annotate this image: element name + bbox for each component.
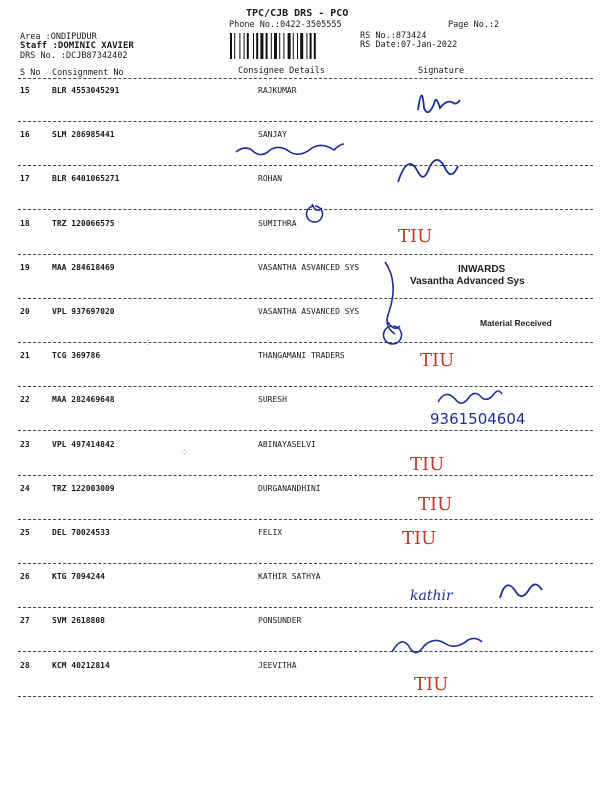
row-sno: 16	[20, 130, 30, 140]
column-sno: S No	[20, 68, 41, 78]
column-consignee: Consignee Details	[238, 66, 325, 76]
row-consignee: FELIX	[258, 528, 283, 537]
tlu-note-21: TIU	[420, 350, 455, 371]
tlu-note-18: TIU	[398, 226, 433, 247]
row-consignee: KATHIR SATHYA	[258, 572, 321, 582]
area-label: Area :ONDIPUDUR	[20, 32, 97, 42]
row-sno: 18	[20, 218, 30, 228]
row-consignee: RAJKUMAR	[258, 86, 297, 95]
row-consignee: SUMITHRA	[258, 218, 297, 228]
row-sno: 24	[20, 483, 30, 493]
row-consignee: THANGAMANI TRADERS	[258, 351, 345, 361]
row-consignment: KCM 40212814	[52, 660, 110, 670]
row-consignee: VASANTHA ASVANCED SYS	[258, 307, 360, 316]
row-sno: 28	[20, 660, 30, 670]
row-consignee: ABINAYASELVI	[258, 439, 316, 449]
handwritten-phone: 9361504604	[430, 410, 526, 428]
row-consignment: TRZ 120066575	[52, 218, 115, 228]
row-sno: 20	[20, 307, 30, 316]
company-stamp: Vasantha Advanced Sys	[410, 276, 525, 287]
rs-number: RS No.:873424	[360, 31, 427, 41]
row-consignment: SVM 2618808	[52, 616, 105, 626]
rs-date: RS Date:07-Jan-2022	[360, 40, 458, 50]
row-sno: 22	[20, 395, 30, 405]
row-consignee: VASANTHA ASVANCED SYS	[258, 262, 360, 272]
row-consignee: SURESH	[258, 395, 287, 405]
row-consignment: VPL 937697020	[52, 307, 115, 316]
bracket-row-19-20	[385, 262, 395, 334]
row-sno: 23	[20, 439, 30, 449]
row-consignment: BLR 6401065271	[52, 174, 120, 184]
row-sno: 25	[20, 528, 30, 537]
signature-row-26	[500, 584, 542, 598]
tlu-note-28: TIU	[414, 674, 449, 695]
row-sno: 21	[20, 351, 30, 361]
row-consignment: TRZ 122003009	[52, 483, 115, 493]
column-signature: Signature	[418, 66, 465, 76]
row-consignment: DEL 70024533	[52, 528, 110, 537]
signature-row-22	[438, 391, 502, 403]
phone-number: Phone No.:0422-3505555	[229, 20, 342, 30]
row-consignee: DURGANANDHINI	[258, 483, 321, 493]
tlu-note-24: TIU	[418, 494, 453, 515]
row-consignee: ROHAN	[258, 174, 283, 184]
signature-row-27	[392, 638, 482, 652]
row-consignment: MAA 282469648	[52, 395, 115, 405]
column-consignment: Consignment No	[52, 68, 124, 78]
row-consignment: TCG 369786	[52, 351, 101, 361]
row-consignment: BLR 4553045291	[52, 86, 120, 95]
row-consignee: JEEVITHA	[258, 660, 297, 670]
page-number: Page No.:2	[448, 20, 500, 30]
row-consignment: SLM 286985441	[52, 130, 115, 140]
scan-speck: ⁘	[180, 448, 189, 459]
inwards-stamp: INWARDS	[458, 264, 506, 275]
handwritten-kathir: kathir	[410, 588, 453, 604]
row-sno: 15	[20, 86, 30, 95]
material-received-stamp: Material Received	[480, 318, 552, 328]
row-sno: 26	[20, 572, 30, 582]
document-title: TPC/CJB DRS - PCO	[246, 8, 349, 19]
row-sno: 19	[20, 262, 30, 272]
staff-label: Staff :DOMINIC XAVIER	[20, 41, 134, 51]
tlu-note-25: TIU	[402, 528, 437, 549]
row-consignee: PONSUNDER	[258, 616, 302, 626]
scan-speck: ⁘	[144, 338, 153, 349]
handwriting-row-16	[236, 144, 344, 155]
drs-number: DRS No. :DCJB87342402	[20, 51, 128, 61]
signature-row-16	[398, 160, 458, 182]
row-consignee: SANJAY	[258, 130, 287, 140]
row-consignment: KTG 7094244	[52, 572, 105, 582]
row-sno: 17	[20, 174, 30, 184]
tlu-note-23: TIU	[410, 454, 445, 475]
row-consignment: VPL 497414842	[52, 439, 115, 449]
mark-row-17	[306, 204, 322, 222]
row-consignment: MAA 284618469	[52, 262, 115, 272]
signature-row-15	[418, 95, 460, 112]
row-sno: 27	[20, 616, 30, 626]
